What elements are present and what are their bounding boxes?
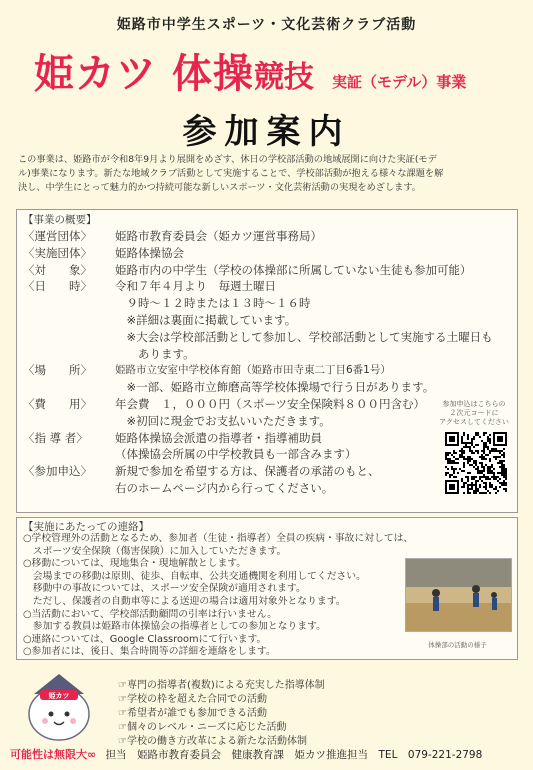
overview-value: 右のホームページ内から行ってください。 xyxy=(115,480,334,495)
note-line: 移動中の事故については、スポーツ安全保険が適用されます。 xyxy=(23,583,306,595)
overview-value: 姫路体操協会派遣の指導者・指導補助員 xyxy=(115,430,322,445)
overview-label: 〈費 用〉 xyxy=(23,396,92,411)
overview-value: ※大会は学校部活動として参加し、学校部活動として実施する土曜日も xyxy=(115,329,493,344)
title-project-type: 実証（モデル）事業 xyxy=(331,73,467,91)
overview-label: 〈対 象〉 xyxy=(23,262,92,277)
overview-label: 〈日 時〉 xyxy=(23,279,92,294)
slogan: 可能性は無限大∞ xyxy=(10,748,97,761)
overview-value: 姫路体操協会 xyxy=(115,245,184,260)
notes-list xyxy=(23,533,413,659)
overview-row xyxy=(23,362,443,379)
overview-row xyxy=(23,446,443,463)
footer xyxy=(10,746,482,762)
overview-value: あります。 xyxy=(115,346,195,361)
note-line: ○連絡については、Google Classroomにて行います。 xyxy=(23,633,267,645)
program-subtitle: 姫路市中学生スポーツ・文化芸術クラブ活動 xyxy=(116,17,417,33)
overview-row xyxy=(23,262,472,279)
overview-value: ※詳細は裏面に掲載しています。 xyxy=(115,312,297,327)
overview-row xyxy=(23,228,443,245)
page-heading: 参加案内 xyxy=(182,112,351,152)
note-line: ○参加者には、後日、集合時間等の詳細を連絡をします。 xyxy=(23,646,276,658)
overview-label: 〈運営団体〉 xyxy=(23,229,92,243)
note-line: 会場までの移動は原則、徒歩、自転車、公共交通機関を利用してください。 xyxy=(23,570,366,582)
overview-value: （体操協会所属の中学校教員も一部含みます） xyxy=(115,447,357,462)
overview-value: ※初回に現金でお支払いいただきます。 xyxy=(115,413,331,428)
overview-row xyxy=(23,329,493,346)
mascot-badge: 姫カツ xyxy=(48,692,70,700)
feature-item: ☞個々のレベル・ニーズに応じた活動 xyxy=(118,722,287,733)
overview-value: 姫路市立安室中学校体育館（姫路市田寺東二丁目6番1号） xyxy=(115,364,391,377)
qr-caption-line: アクセスしてください xyxy=(439,418,509,426)
feature-item: ☞学校の働き方改革による新たな活動体制 xyxy=(118,736,307,747)
qr-caption xyxy=(434,400,514,427)
title-sport: 競技 xyxy=(253,60,314,95)
qr-caption-line: 参加申込はこちらの xyxy=(442,400,506,408)
activity-photo xyxy=(405,558,512,632)
overview-value: ９時～１２時または１３時～１６時 xyxy=(115,296,311,311)
overview-row xyxy=(23,430,443,447)
overview-row xyxy=(23,346,443,363)
feature-item: ☞学校の枠を超えた合同での活動 xyxy=(118,694,267,705)
overview-value: 年会費 １，０００円（スポーツ安全保険料８００円含む） xyxy=(115,396,426,411)
intro-line: ル)事業になります。新たな地域クラブ活動として実施することで、学校部活動が抱える様々な課題を解 xyxy=(18,168,444,179)
note-line: ○移動については、現地集合・現地解散とします。 xyxy=(23,558,247,570)
overview-value: 新規で参加を希望する方は、保護者の承諾のもと、 xyxy=(115,464,380,479)
note-line: ○当活動において、学校部活動顧問の引率は行いません。 xyxy=(23,608,277,620)
overview-value: 姫路市教育委員会（姫カツ運営事務局） xyxy=(115,229,322,243)
note-line: 参加する教員は姫路市体操協会の指導者としての参加となります。 xyxy=(23,621,326,633)
feature-item: ☞専門の指導者(複数)による充実した指導体制 xyxy=(118,680,325,691)
note-line: ただし、保護者の自動車等による送迎の場合は適用対象外となります。 xyxy=(23,595,346,607)
overview-value: ※一部、姫路市立飾磨高等学校体操場で行う日があります。 xyxy=(115,380,435,395)
note-line: スポーツ安全保険（傷害保険）に加入していただきます。 xyxy=(23,545,287,557)
intro-text xyxy=(18,153,518,195)
overview-label: 〈参加申込〉 xyxy=(23,464,92,479)
overview-label: 〈実施団体〉 xyxy=(23,245,92,260)
overview-value: 令和７年４月より 毎週土曜日 xyxy=(115,279,276,294)
notes-heading: 【実施にあたっての連絡】 xyxy=(23,521,149,533)
qr-caption-line: ２次元コードに xyxy=(449,409,499,417)
overview-row xyxy=(23,413,443,430)
overview-label: 〈場 所〉 xyxy=(23,363,92,378)
overview-box xyxy=(16,209,518,513)
overview-heading: 【事業の概要】 xyxy=(23,214,97,226)
overview-row xyxy=(23,396,443,413)
overview-row xyxy=(23,245,443,262)
overview-row xyxy=(23,463,443,480)
intro-line: 決し、中学生にとって魅力的かつ持続可能な新しいスポーツ・文化芸術活動の実現をめざします。 xyxy=(18,182,421,193)
feature-item: ☞希望者が誰でも参加できる活動 xyxy=(118,708,267,719)
qr-code[interactable] xyxy=(445,432,507,494)
note-line: ○学校管理外の活動となるため、参加者（生徒・指導者）全員の疾病・事故に対しては、 xyxy=(23,533,414,544)
intro-line: この事業は、姫路市が令和8年9月より展開をめざす、休日の学校部活動の地域展開に向けた実証(モデ xyxy=(18,154,437,165)
overview-row xyxy=(23,295,443,312)
overview-row xyxy=(23,312,443,329)
overview-row xyxy=(23,480,443,497)
mascot-illustration xyxy=(18,664,100,742)
overview-value: 姫路市内の中学生（学校の体操部に所属していない生徒も参加可能） xyxy=(115,262,472,277)
overview-row xyxy=(23,379,443,396)
overview-label: 〈指 導 者〉 xyxy=(23,430,88,445)
overview-row xyxy=(23,278,443,295)
contact-info: 担当 姫路市教育委員会 健康教育課 姫カツ推進担当 TEL 079-221-2798 xyxy=(105,749,483,761)
photo-caption: 体操部の活動の様子 xyxy=(428,641,487,649)
main-title xyxy=(34,42,514,100)
title-main: 姫カツ 体操 xyxy=(34,51,254,97)
